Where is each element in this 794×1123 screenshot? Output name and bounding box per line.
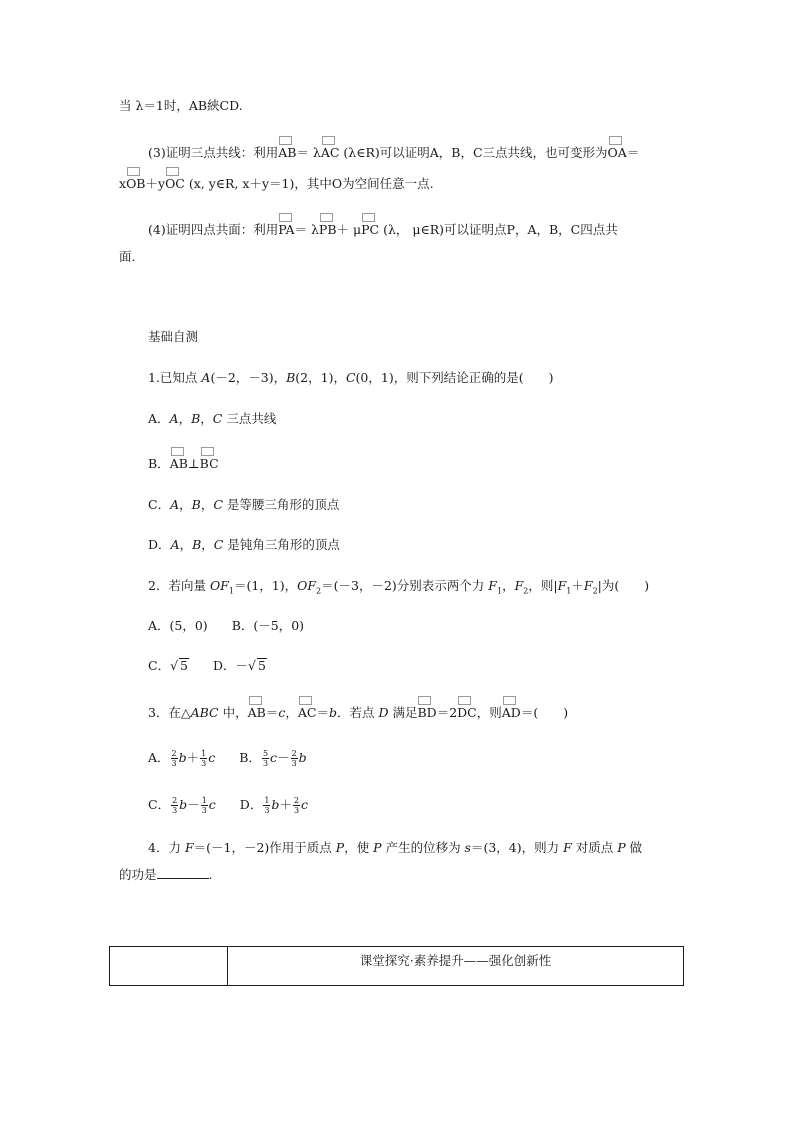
vector-DC: DC (457, 705, 477, 720)
sqrt-icon: √ (170, 658, 179, 673)
q2-options-ab (148, 618, 304, 634)
q2-option-a: A．(5，0) (148, 618, 208, 633)
vector-BD: BD (417, 705, 437, 720)
item3-line2: xOB＋yOC (x, y∈R, x＋y＝1)，其中O为空间任意一点. (119, 176, 434, 191)
question-1-stem: 1.已知点 A(－2，－3)，B(2，1)，C(0，1)，则下列结论正确的是( ) (148, 370, 554, 385)
text-line (119, 98, 243, 114)
vector-AB: AB (169, 456, 188, 471)
vector-AB: AB (278, 145, 297, 160)
q1-option-d: D．A，B，C 是钝角三角形的顶点 (148, 537, 340, 552)
q3-option-a: A． $\frac{2}{3}$ b＋ $\frac{1}{3}$ c (148, 749, 216, 768)
fraction: $\frac{1}{3}$ (264, 796, 270, 815)
q1-option-a: A．A，B，C 三点共线 (148, 411, 277, 426)
question-3-stem: 3．在△ABC 中，AB＝c，AC＝b．若点 D 满足BD＝2DC，则AD＝( ) (148, 705, 569, 720)
item4-line2: 面. (119, 249, 136, 264)
vector-OC: OC (165, 176, 185, 191)
vector-AB: AB (247, 705, 266, 720)
vector-OA: OA (607, 145, 627, 160)
item3-line1: (3)证明三点共线：利用AB＝ λAC (λ∈R)可以证明A，B，C三点共线，也可变形为OA＝ (148, 145, 640, 160)
q3-option-d: D． $\frac{1}{3}$ b＋ $\frac{2}{3}$ c (239, 796, 309, 815)
fraction: $\frac{2}{3}$ (291, 749, 297, 768)
vector-AC: AC (320, 145, 340, 160)
vector-PB: PB (318, 222, 337, 237)
fraction: $\frac{1}{3}$ (201, 749, 207, 768)
vector-OB: OB (126, 176, 146, 191)
fraction: $\frac{2}{3}$ (293, 796, 300, 815)
banner-title: 课堂探究·素养提升——强化创新性 (359, 953, 552, 968)
question-4-line1: 4．力 F＝(－1，－2)作用于质点 P，使 P 产生的位移为 s＝(3，4)，则力 F 对质点 P 做 (148, 840, 643, 855)
fraction: $\frac{1}{3}$ (201, 796, 207, 815)
sqrt-icon: √ (248, 658, 256, 673)
q1-option-b: B．AB⊥BC (148, 456, 219, 471)
q3-options-cd (148, 795, 308, 815)
q2-option-b: B．(－5，0) (231, 618, 305, 633)
item4-line1: (4)证明四点共面：利用PA＝ λPB＋ μPC (λ， μ∈R)可以证明点P，A，B，C四点共 (148, 222, 618, 237)
fraction: $\frac{2}{3}$ (172, 796, 178, 815)
q2-options-cd: C．√ 5 D．－√ 5 (148, 658, 266, 673)
fraction: $\frac{5}{3}$ (262, 749, 269, 768)
answer-blank[interactable] (157, 866, 209, 879)
vector-AC: AC (297, 705, 317, 720)
q3-option-c: C． $\frac{2}{3}$ b－ $\frac{1}{3}$ c (148, 796, 216, 815)
intro-text: 当 λ＝1时，AB綊CD. (119, 98, 243, 113)
q3-options-ab (148, 748, 307, 768)
question-4-line2: 的功是 . (119, 867, 213, 882)
fraction: $\frac{2}{3}$ (171, 749, 177, 768)
section-title: 基础自测 (148, 329, 199, 344)
q1-option-c: C．A，B，C 是等腰三角形的顶点 (148, 497, 340, 512)
vector-AD: AD (501, 705, 521, 720)
q3-option-b: B． $\frac{5}{3}$ c－ $\frac{2}{3}$ b (239, 749, 307, 768)
vector-PC: PC (361, 222, 380, 237)
vector-PA: PA (278, 222, 295, 237)
section-banner (109, 946, 684, 986)
banner-empty-cell (110, 947, 228, 985)
question-2-stem: 2．若向量 $OF_1=(1$，1)，$OF_2=(-3$，－2)分别表示两个力 $F_1$，$F_2$，则$|F_1+F_2|$为( ) (148, 578, 650, 596)
vector-BC: BC (199, 456, 219, 471)
